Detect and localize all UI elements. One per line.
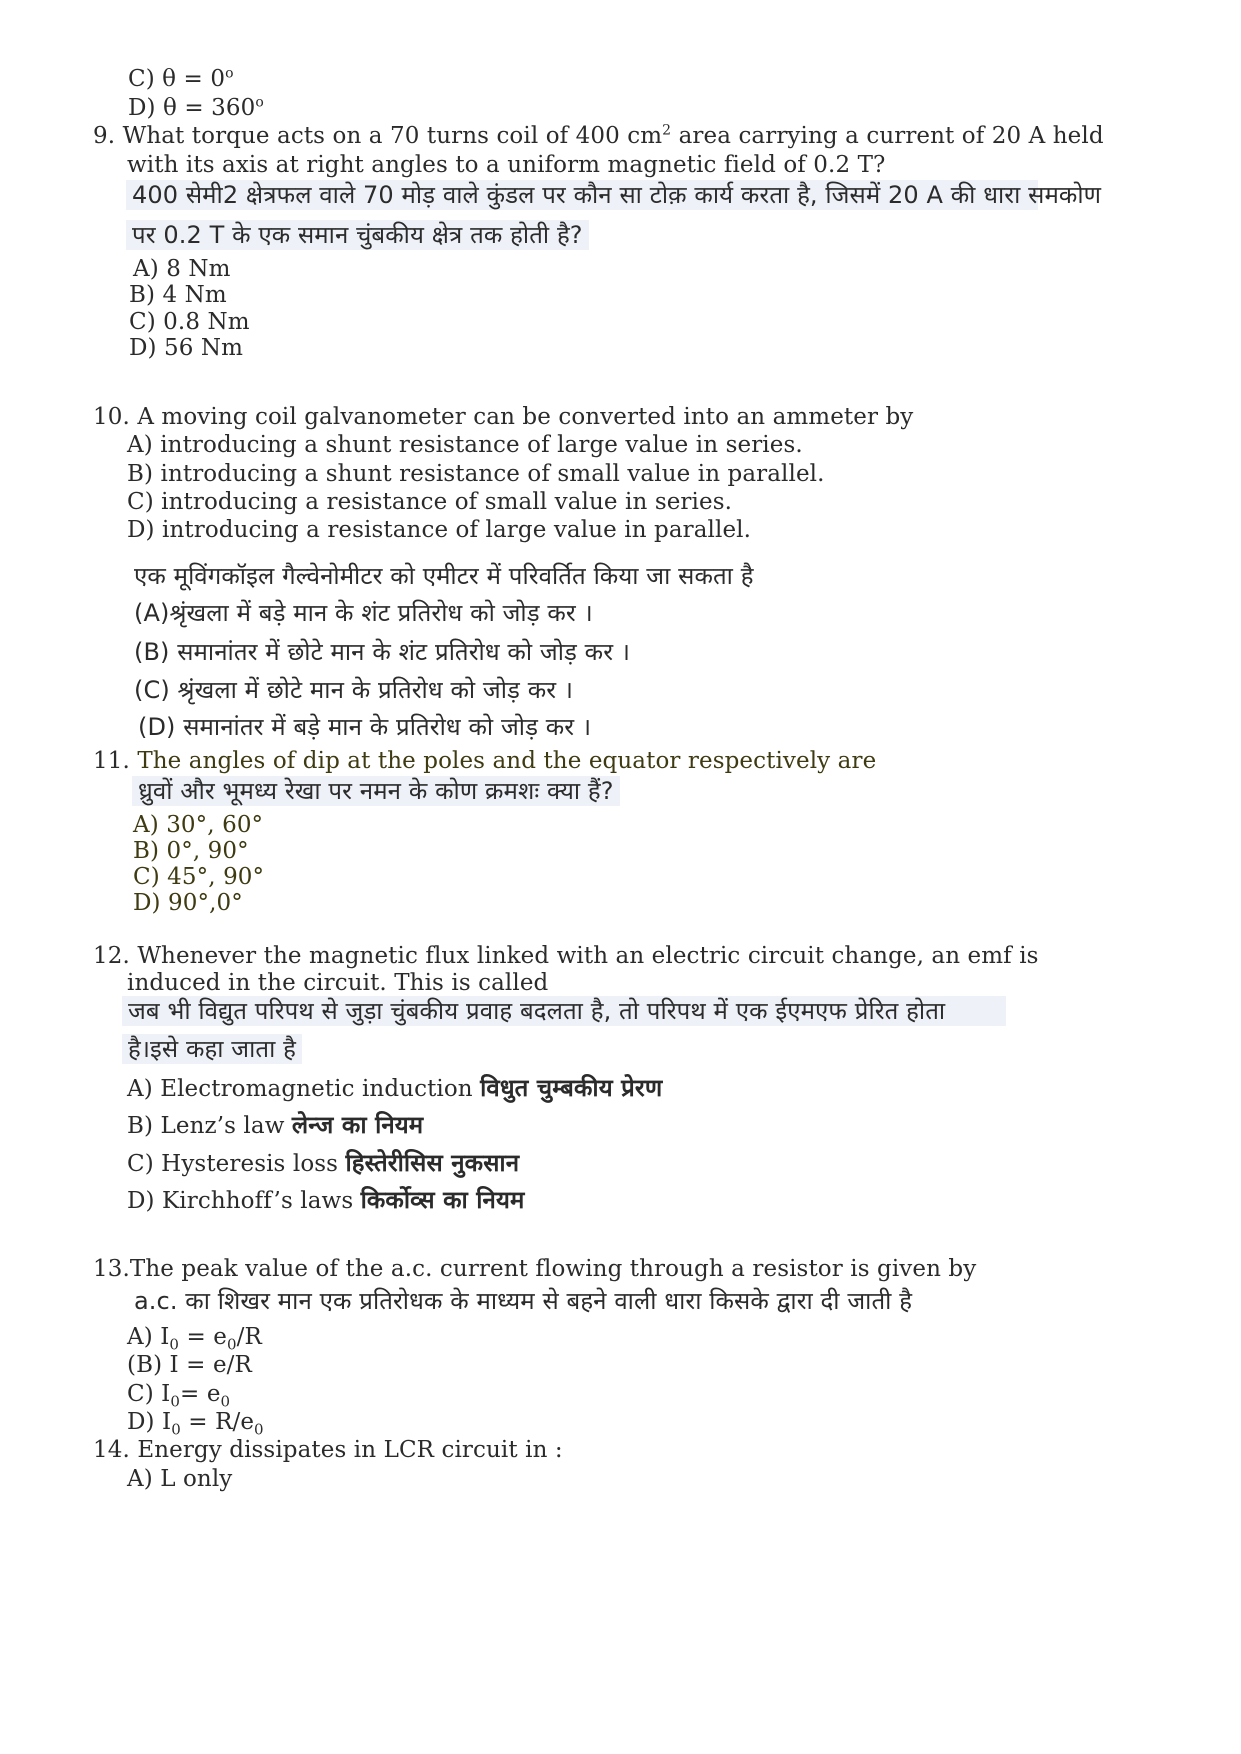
option-a: A) L only [127, 1466, 233, 1492]
hindi-option-b: (B) समानांतर में छोटे मान के शंट प्रतिरोध को जोड़ कर । [134, 638, 631, 666]
option-text: A) I [127, 1324, 170, 1350]
option-a: A) 30°, 60° [133, 812, 264, 838]
option-c: C) 0.8 Nm [129, 309, 250, 335]
option-a: A) introducing a shunt resistance of large value in series. [127, 432, 803, 458]
option-b: B) 4 Nm [129, 282, 227, 308]
option-c [127, 1379, 230, 1409]
degree-mark: o [255, 94, 264, 111]
hindi-question-text: a.c. का शिखर मान एक प्रतिरोधक के माध्यम से बहने वाली धारा किसके द्वारा दी जाती है [134, 1287, 913, 1315]
question-14 [93, 1435, 563, 1465]
question-9 [93, 121, 1104, 151]
subscript: 0 [171, 1420, 181, 1439]
question-10 [93, 402, 913, 432]
option-d [127, 1407, 264, 1437]
question-text: The angles of dip at the poles and the equator respectively are [137, 748, 877, 774]
option-b: B) introducing a shunt resistance of small value in parallel. [127, 461, 825, 487]
hindi-option-text: हिस्तेरीसिस नुकसान [345, 1149, 520, 1177]
option-text: = e [179, 1324, 227, 1350]
question-text: Energy dissipates in LCR circuit in : [137, 1437, 563, 1463]
option-c: C) introducing a resistance of small value in series. [127, 489, 733, 515]
option-text: (B) I = e/R [127, 1352, 252, 1378]
option-text: A) Electromagnetic induction [127, 1076, 473, 1102]
hindi-option-c: (C) श्रृंखला में छोटे मान के प्रतिरोध को जोड़ कर । [134, 676, 574, 704]
option-text: B) Lenz’s law [127, 1113, 285, 1139]
option-d [128, 93, 264, 123]
option-c [127, 1148, 519, 1179]
question-12 [93, 941, 1039, 971]
subscript: 0 [226, 1335, 237, 1354]
subscript: 0 [169, 1335, 180, 1354]
question-text: The peak value of the a.c. current flowing through a resistor is given by [129, 1256, 977, 1282]
hindi-option-text: किर्कोव्स का नियम [360, 1186, 525, 1214]
option-text: D) I [127, 1409, 172, 1435]
question-text-line: with its axis at right angles to a uniform magnetic field of 0.2 T? [127, 152, 886, 178]
question-number: 14. [93, 1437, 130, 1463]
option-d: D) 90°,0° [133, 890, 243, 916]
option-text: C) θ = 0 [128, 66, 226, 92]
hindi-question-text: ध्रुवों और भूमध्य रेखा पर नमन के कोण क्रमशः क्या हैं? [132, 776, 620, 806]
option-d: D) 56 Nm [129, 335, 244, 361]
option-b: B) 0°, 90° [133, 838, 249, 864]
option-a: A) 8 Nm [133, 256, 231, 282]
question-11 [93, 746, 876, 776]
question-13 [93, 1254, 976, 1284]
subscript: 0 [220, 1392, 231, 1411]
question-number: 12. [93, 943, 130, 969]
option-a [127, 1073, 662, 1104]
question-number: 10. [93, 404, 130, 430]
hindi-question-text: जब भी विद्युत परिपथ से जुड़ा चुंबकीय प्रवाह बदलता है, तो परिपथ में एक ईएमएफ प्रेरित होता [122, 996, 1006, 1026]
option-text: = e [180, 1381, 221, 1407]
option-text: /R [236, 1324, 262, 1350]
subscript: 0 [170, 1392, 181, 1411]
question-text: A moving coil galvanometer can be converted into an ammeter by [137, 404, 914, 430]
option-text: = R/e [180, 1409, 255, 1435]
question-text: area carrying a current of 20 A held [671, 123, 1104, 149]
hindi-option-text: विधुत चुम्बकीय प्रेरण [480, 1074, 663, 1102]
question-text: What torque acts on a 70 turns coil of 400 cm [122, 123, 663, 149]
question-number: 9. [93, 123, 116, 149]
question-text: Whenever the magnetic flux linked with an electric circuit change, an emf is [137, 943, 1039, 969]
option-text: D) Kirchhoff’s laws [127, 1188, 354, 1214]
hindi-option-d: (D) समानांतर में बड़े मान के प्रतिरोध को जोड़ कर । [138, 713, 592, 741]
question-number: 13. [93, 1256, 130, 1282]
option-b [127, 1350, 252, 1380]
question-text-line: induced in the circuit. This is called [127, 970, 549, 996]
option-text: C) Hysteresis loss [127, 1151, 339, 1177]
option-d [127, 1185, 524, 1216]
question-number: 11. [93, 748, 130, 774]
option-text: D) θ = 360 [128, 95, 256, 121]
degree-mark: o [225, 65, 234, 82]
option-c [128, 64, 234, 94]
hindi-question-text: पर 0.2 T के एक समान चुंबकीय क्षेत्र तक होती है? [126, 220, 589, 250]
option-d: D) introducing a resistance of large value in parallel. [127, 517, 752, 543]
option-a [127, 1322, 262, 1352]
superscript: 2 [662, 122, 672, 139]
subscript: 0 [254, 1420, 264, 1439]
option-text: C) I [127, 1381, 171, 1407]
hindi-option-a: (A)श्रृंखला में बड़े मान के शंट प्रतिरोध को जोड़ कर । [134, 599, 593, 627]
hindi-question-text: एक मूविंगकॉइल गैल्वेनोमीटर को एमीटर में परिवर्तित किया जा सकता है [134, 562, 754, 590]
hindi-question-text: है।इसे कहा जाता है [122, 1034, 302, 1064]
option-c: C) 45°, 90° [133, 864, 265, 890]
hindi-option-text: लेन्ज का नियम [291, 1111, 424, 1139]
option-b [127, 1110, 423, 1141]
hindi-question-text: 400 सेमी2 क्षेत्रफल वाले 70 मोड़ वाले कुंडल पर कौन सा टोक़ कार्य करता है, जिसमें 20 A की धारा समकोण [126, 180, 1038, 210]
